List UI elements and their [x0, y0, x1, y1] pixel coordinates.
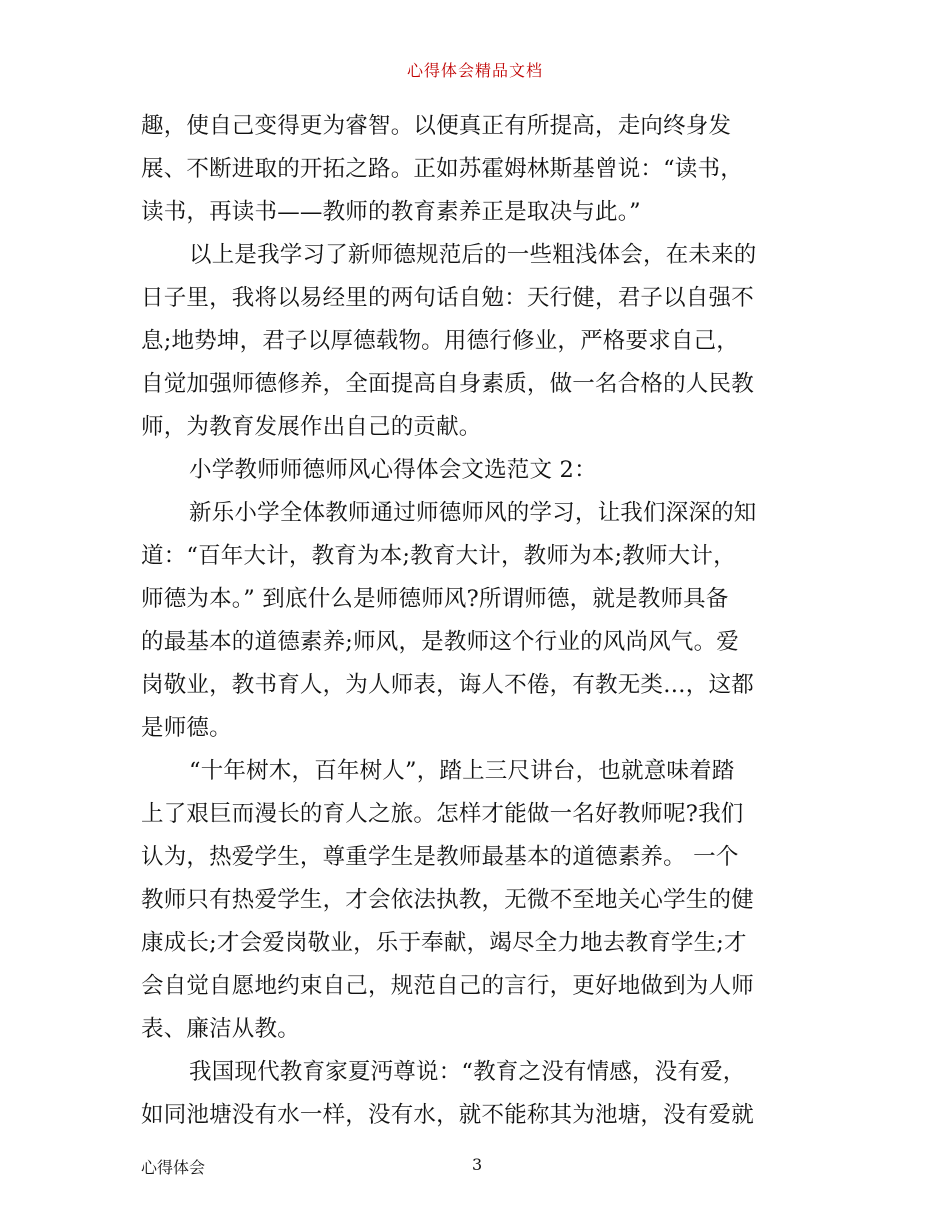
- text-line: “十年树木，百年树人”，踏上三尺讲台，也就意味着踏: [189, 758, 735, 784]
- text-line: 师，为教育发展作出自己的贡献。: [141, 414, 482, 440]
- text-line: 师德为本。” 到底什么是师德师风?所谓师德，就是教师具备: [141, 586, 729, 612]
- text-line: 是师德。: [141, 715, 232, 741]
- text-line: 新乐小学全体教师通过师德师风的学习，让我们深深的知: [189, 500, 757, 526]
- text-line: 读书，再读书——教师的教育素养正是取决与此。”: [141, 199, 641, 225]
- text-line: 教师只有热爱学生，才会依法执教，无微不至地关心学生的健: [141, 887, 754, 913]
- text-line: 康成长;才会爱岗敬业，乐于奉献，竭尽全力地去教育学生;才: [141, 930, 747, 956]
- text-line: 认为，热爱学生，尊重学生是教师最基本的道德素养。 一个: [141, 844, 739, 870]
- text-line: 自觉加强师德修养，全面提高自身素质，做一名合格的人民教: [141, 371, 754, 397]
- text-line: 展、不断进取的开拓之路。正如苏霍姆林斯基曾说：“读书，: [141, 156, 743, 182]
- page-number: 3: [472, 1155, 483, 1174]
- text-line: 息;地势坤，君子以厚德载物。用德行修业，严格要求自己，: [141, 328, 739, 354]
- header-title: 心得体会精品文档: [406, 61, 543, 80]
- text-line: 道：“百年大计，教育为本;教育大计，教师为本;教师大计，: [141, 543, 736, 569]
- text-line: 以上是我学习了新师德规范后的一些粗浅体会，在未来的: [189, 242, 757, 268]
- text-line: 我国现代教育家夏沔尊说：“教育之没有情感，没有爱，: [189, 1059, 746, 1085]
- text-line: 趣，使自己变得更为睿智。以便真正有所提高，走向终身发: [141, 113, 732, 139]
- text-line: 的最基本的道德素养;师风，是教师这个行业的风尚风气。爱: [141, 629, 739, 655]
- body-text: [141, 105, 817, 1137]
- footer-label: 心得体会: [141, 1158, 206, 1177]
- section-heading: 小学教师师德师风心得体会文选范文 2：: [189, 457, 597, 483]
- text-line: 如同池塘没有水一样，没有水，就不能称其为池塘，没有爱就: [141, 1102, 754, 1128]
- text-line: 岗敬业，教书育人，为人师表，诲人不倦，有教无类…，这都: [141, 672, 754, 698]
- text-line: 日子里，我将以易经里的两句话自勉：天行健，君子以自强不: [141, 285, 754, 311]
- text-line: 会自觉自愿地约束自己，规范自己的言行，更好地做到为人师: [141, 973, 754, 999]
- text-line: 上了艰巨而漫长的育人之旅。怎样才能做一名好教师呢?我们: [141, 801, 744, 827]
- text-line: 表、廉洁从教。: [141, 1016, 300, 1042]
